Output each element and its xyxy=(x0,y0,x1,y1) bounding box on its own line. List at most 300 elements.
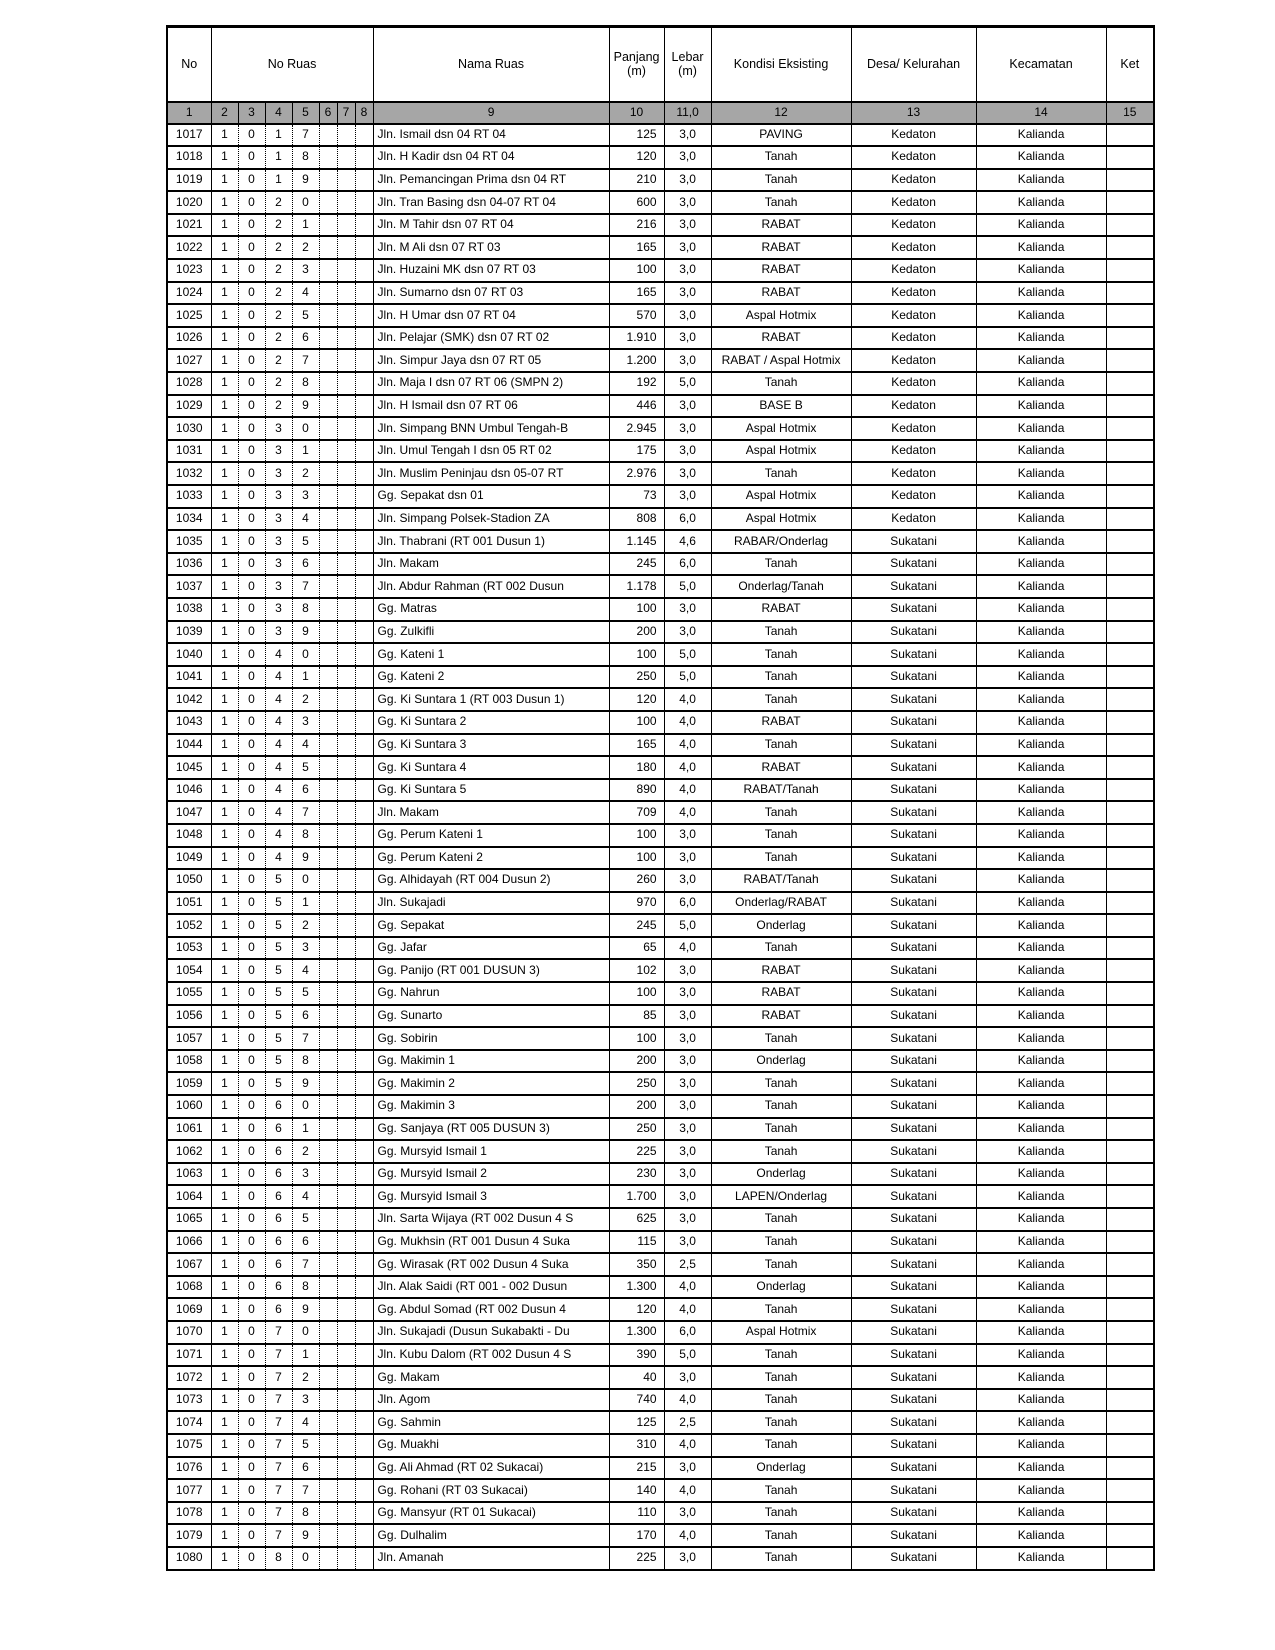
column-number-cell: 9 xyxy=(373,102,609,124)
cell-ruas-digit-4: 1 xyxy=(292,1344,319,1367)
cell-kondisi-eksisting: RABAT xyxy=(711,259,851,282)
cell-panjang: 120 xyxy=(609,146,664,169)
cell-no: 1033 xyxy=(167,485,211,508)
cell-lebar: 4,0 xyxy=(664,801,711,824)
cell-nama-ruas: Gg. Zulkifli xyxy=(373,621,609,644)
table-row xyxy=(167,553,1154,576)
cell-ruas-digit-6 xyxy=(337,214,355,237)
cell-desa-kelurahan: Kedaton xyxy=(851,485,976,508)
cell-nama-ruas: Jln. Ismail dsn 04 RT 04 xyxy=(373,124,609,147)
cell-ruas-digit-2: 0 xyxy=(238,666,265,689)
cell-ruas-digit-5 xyxy=(319,1163,337,1186)
cell-panjang: 100 xyxy=(609,1027,664,1050)
cell-ruas-digit-1: 1 xyxy=(211,169,238,192)
cell-ruas-digit-3: 7 xyxy=(265,1457,292,1480)
table-body xyxy=(167,124,1154,1570)
cell-ruas-digit-2: 0 xyxy=(238,1140,265,1163)
cell-ket xyxy=(1106,1457,1154,1480)
cell-nama-ruas: Jln. Agom xyxy=(373,1389,609,1412)
cell-nama-ruas: Jln. H Umar dsn 07 RT 04 xyxy=(373,304,609,327)
cell-ruas-digit-7 xyxy=(355,1140,373,1163)
cell-lebar: 3,0 xyxy=(664,1118,711,1141)
cell-kecamatan: Kalianda xyxy=(976,666,1106,689)
cell-ruas-digit-7 xyxy=(355,1547,373,1570)
cell-ruas-digit-7 xyxy=(355,485,373,508)
cell-no: 1022 xyxy=(167,236,211,259)
table-row xyxy=(167,598,1154,621)
cell-ruas-digit-1: 1 xyxy=(211,937,238,960)
cell-ruas-digit-3: 4 xyxy=(265,756,292,779)
cell-panjang: 73 xyxy=(609,485,664,508)
cell-desa-kelurahan: Sukatani xyxy=(851,575,976,598)
cell-lebar: 6,0 xyxy=(664,892,711,915)
cell-nama-ruas: Gg. Kateni 2 xyxy=(373,666,609,689)
cell-ruas-digit-6 xyxy=(337,1276,355,1299)
cell-ket xyxy=(1106,1231,1154,1254)
cell-kondisi-eksisting: RABAT xyxy=(711,711,851,734)
cell-kondisi-eksisting: Tanah xyxy=(711,643,851,666)
cell-ruas-digit-1: 1 xyxy=(211,711,238,734)
cell-ruas-digit-3: 2 xyxy=(265,395,292,418)
cell-lebar: 4,0 xyxy=(664,1524,711,1547)
cell-ruas-digit-1: 1 xyxy=(211,1185,238,1208)
cell-ruas-digit-4: 3 xyxy=(292,711,319,734)
cell-ruas-digit-1: 1 xyxy=(211,395,238,418)
cell-ruas-digit-5 xyxy=(319,1389,337,1412)
cell-nama-ruas: Gg. Perum Kateni 1 xyxy=(373,824,609,847)
cell-kecamatan: Kalianda xyxy=(976,1253,1106,1276)
cell-ruas-digit-4: 9 xyxy=(292,1298,319,1321)
cell-panjang: 100 xyxy=(609,598,664,621)
cell-ruas-digit-1: 1 xyxy=(211,1208,238,1231)
cell-no: 1034 xyxy=(167,508,211,531)
cell-kecamatan: Kalianda xyxy=(976,959,1106,982)
cell-kondisi-eksisting: RABAT xyxy=(711,327,851,350)
cell-ruas-digit-3: 5 xyxy=(265,892,292,915)
cell-kondisi-eksisting: Tanah xyxy=(711,801,851,824)
cell-ruas-digit-3: 3 xyxy=(265,530,292,553)
cell-no: 1045 xyxy=(167,756,211,779)
cell-no: 1078 xyxy=(167,1502,211,1525)
cell-ruas-digit-5 xyxy=(319,553,337,576)
cell-ruas-digit-5 xyxy=(319,1411,337,1434)
cell-kecamatan: Kalianda xyxy=(976,169,1106,192)
column-number-row xyxy=(167,102,1154,124)
table-row xyxy=(167,1344,1154,1367)
cell-ruas-digit-4: 2 xyxy=(292,1140,319,1163)
cell-no: 1052 xyxy=(167,914,211,937)
cell-kecamatan: Kalianda xyxy=(976,1208,1106,1231)
cell-nama-ruas: Gg. Alhidayah (RT 004 Dusun 2) xyxy=(373,869,609,892)
cell-lebar: 4,0 xyxy=(664,1389,711,1412)
cell-kondisi-eksisting: RABAT xyxy=(711,982,851,1005)
cell-panjang: 165 xyxy=(609,282,664,305)
cell-ruas-digit-7 xyxy=(355,621,373,644)
cell-ruas-digit-3: 5 xyxy=(265,937,292,960)
cell-desa-kelurahan: Sukatani xyxy=(851,1072,976,1095)
cell-ruas-digit-4: 4 xyxy=(292,959,319,982)
cell-panjang: 100 xyxy=(609,259,664,282)
table-row xyxy=(167,1208,1154,1231)
table-row xyxy=(167,530,1154,553)
cell-ruas-digit-2: 0 xyxy=(238,372,265,395)
cell-ruas-digit-5 xyxy=(319,937,337,960)
cell-nama-ruas: Gg. Nahrun xyxy=(373,982,609,1005)
cell-desa-kelurahan: Sukatani xyxy=(851,553,976,576)
table-row xyxy=(167,575,1154,598)
cell-lebar: 3,0 xyxy=(664,327,711,350)
cell-ruas-digit-3: 4 xyxy=(265,666,292,689)
cell-lebar: 3,0 xyxy=(664,417,711,440)
cell-ruas-digit-5 xyxy=(319,124,337,147)
cell-ruas-digit-6 xyxy=(337,892,355,915)
cell-ruas-digit-2: 0 xyxy=(238,1231,265,1254)
cell-ruas-digit-2: 0 xyxy=(238,1366,265,1389)
cell-ket xyxy=(1106,214,1154,237)
cell-panjang: 125 xyxy=(609,124,664,147)
cell-no: 1042 xyxy=(167,688,211,711)
cell-no: 1040 xyxy=(167,643,211,666)
cell-desa-kelurahan: Sukatani xyxy=(851,779,976,802)
cell-nama-ruas: Jln. Sarta Wijaya (RT 002 Dusun 4 S xyxy=(373,1208,609,1231)
cell-kecamatan: Kalianda xyxy=(976,643,1106,666)
cell-kecamatan: Kalianda xyxy=(976,1411,1106,1434)
cell-kecamatan: Kalianda xyxy=(976,440,1106,463)
cell-lebar: 3,0 xyxy=(664,1140,711,1163)
cell-kondisi-eksisting: Tanah xyxy=(711,1027,851,1050)
cell-ruas-digit-5 xyxy=(319,372,337,395)
cell-ruas-digit-6 xyxy=(337,372,355,395)
cell-kecamatan: Kalianda xyxy=(976,914,1106,937)
cell-ruas-digit-2: 0 xyxy=(238,327,265,350)
table-row xyxy=(167,417,1154,440)
cell-nama-ruas: Gg. Muakhi xyxy=(373,1434,609,1457)
cell-desa-kelurahan: Sukatani xyxy=(851,1298,976,1321)
header-no: No xyxy=(167,27,211,102)
cell-ruas-digit-2: 0 xyxy=(238,892,265,915)
cell-ruas-digit-7 xyxy=(355,1095,373,1118)
cell-ruas-digit-3: 4 xyxy=(265,779,292,802)
cell-no: 1058 xyxy=(167,1050,211,1073)
cell-ruas-digit-6 xyxy=(337,417,355,440)
cell-no: 1044 xyxy=(167,734,211,757)
cell-kondisi-eksisting: Tanah xyxy=(711,1389,851,1412)
cell-desa-kelurahan: Sukatani xyxy=(851,1253,976,1276)
cell-kecamatan: Kalianda xyxy=(976,1524,1106,1547)
cell-lebar: 5,0 xyxy=(664,643,711,666)
cell-nama-ruas: Gg. Panijo (RT 001 DUSUN 3) xyxy=(373,959,609,982)
cell-ruas-digit-4: 4 xyxy=(292,282,319,305)
cell-lebar: 4,6 xyxy=(664,530,711,553)
cell-ruas-digit-1: 1 xyxy=(211,1140,238,1163)
cell-no: 1068 xyxy=(167,1276,211,1299)
cell-ket xyxy=(1106,982,1154,1005)
cell-ruas-digit-2: 0 xyxy=(238,553,265,576)
cell-ruas-digit-7 xyxy=(355,711,373,734)
cell-ruas-digit-1: 1 xyxy=(211,1502,238,1525)
cell-ruas-digit-6 xyxy=(337,395,355,418)
cell-ruas-digit-7 xyxy=(355,417,373,440)
cell-nama-ruas: Gg. Makimin 1 xyxy=(373,1050,609,1073)
cell-panjang: 1.300 xyxy=(609,1321,664,1344)
cell-lebar: 5,0 xyxy=(664,1344,711,1367)
cell-nama-ruas: Gg. Sepakat xyxy=(373,914,609,937)
cell-desa-kelurahan: Sukatani xyxy=(851,1389,976,1412)
cell-ruas-digit-4: 5 xyxy=(292,530,319,553)
cell-lebar: 5,0 xyxy=(664,575,711,598)
cell-lebar: 3,0 xyxy=(664,146,711,169)
cell-no: 1028 xyxy=(167,372,211,395)
cell-panjang: 230 xyxy=(609,1163,664,1186)
cell-no: 1056 xyxy=(167,1005,211,1028)
cell-ruas-digit-7 xyxy=(355,462,373,485)
cell-kecamatan: Kalianda xyxy=(976,982,1106,1005)
cell-ruas-digit-3: 6 xyxy=(265,1253,292,1276)
cell-desa-kelurahan: Kedaton xyxy=(851,169,976,192)
table-row xyxy=(167,282,1154,305)
cell-kecamatan: Kalianda xyxy=(976,1479,1106,1502)
cell-ruas-digit-5 xyxy=(319,1524,337,1547)
cell-ruas-digit-5 xyxy=(319,892,337,915)
cell-ket xyxy=(1106,304,1154,327)
cell-ruas-digit-2: 0 xyxy=(238,643,265,666)
cell-ruas-digit-6 xyxy=(337,304,355,327)
cell-lebar: 3,0 xyxy=(664,1208,711,1231)
cell-panjang: 210 xyxy=(609,169,664,192)
cell-ruas-digit-3: 4 xyxy=(265,734,292,757)
cell-ket xyxy=(1106,666,1154,689)
cell-ruas-digit-6 xyxy=(337,553,355,576)
cell-ruas-digit-1: 1 xyxy=(211,1163,238,1186)
cell-ruas-digit-5 xyxy=(319,1027,337,1050)
cell-ruas-digit-5 xyxy=(319,1344,337,1367)
cell-ruas-digit-6 xyxy=(337,1524,355,1547)
table-row xyxy=(167,372,1154,395)
cell-ruas-digit-6 xyxy=(337,146,355,169)
cell-kondisi-eksisting: RABAT/Tanah xyxy=(711,779,851,802)
cell-ket xyxy=(1106,462,1154,485)
cell-kecamatan: Kalianda xyxy=(976,259,1106,282)
cell-panjang: 890 xyxy=(609,779,664,802)
cell-ruas-digit-4: 9 xyxy=(292,1072,319,1095)
cell-ruas-digit-3: 7 xyxy=(265,1389,292,1412)
cell-panjang: 625 xyxy=(609,1208,664,1231)
cell-ket xyxy=(1106,847,1154,870)
cell-ruas-digit-5 xyxy=(319,1276,337,1299)
cell-panjang: 140 xyxy=(609,1479,664,1502)
cell-ruas-digit-6 xyxy=(337,1434,355,1457)
cell-ruas-digit-6 xyxy=(337,1208,355,1231)
cell-ruas-digit-4: 0 xyxy=(292,191,319,214)
cell-ruas-digit-7 xyxy=(355,824,373,847)
cell-ruas-digit-6 xyxy=(337,1479,355,1502)
cell-ruas-digit-4: 0 xyxy=(292,1095,319,1118)
cell-kecamatan: Kalianda xyxy=(976,1095,1106,1118)
cell-lebar: 5,0 xyxy=(664,666,711,689)
cell-ruas-digit-7 xyxy=(355,282,373,305)
cell-ruas-digit-2: 0 xyxy=(238,508,265,531)
cell-ket xyxy=(1106,914,1154,937)
cell-ruas-digit-3: 3 xyxy=(265,485,292,508)
cell-kondisi-eksisting: Tanah xyxy=(711,824,851,847)
cell-lebar: 4,0 xyxy=(664,779,711,802)
cell-ruas-digit-7 xyxy=(355,530,373,553)
cell-nama-ruas: Gg. Sepakat dsn 01 xyxy=(373,485,609,508)
cell-ruas-digit-4: 8 xyxy=(292,824,319,847)
table-row xyxy=(167,1547,1154,1570)
cell-ruas-digit-3: 6 xyxy=(265,1095,292,1118)
cell-nama-ruas: Gg. Wirasak (RT 002 Dusun 4 Suka xyxy=(373,1253,609,1276)
cell-kondisi-eksisting: RABAT/Tanah xyxy=(711,869,851,892)
cell-kondisi-eksisting: Tanah xyxy=(711,1524,851,1547)
cell-no: 1031 xyxy=(167,440,211,463)
cell-lebar: 3,0 xyxy=(664,1547,711,1570)
cell-ruas-digit-7 xyxy=(355,440,373,463)
table-row xyxy=(167,1118,1154,1141)
cell-ruas-digit-1: 1 xyxy=(211,734,238,757)
cell-lebar: 3,0 xyxy=(664,124,711,147)
cell-panjang: 200 xyxy=(609,1095,664,1118)
cell-ruas-digit-5 xyxy=(319,575,337,598)
table-row xyxy=(167,621,1154,644)
column-number-cell: 8 xyxy=(355,102,373,124)
cell-ruas-digit-2: 0 xyxy=(238,304,265,327)
cell-ruas-digit-1: 1 xyxy=(211,1321,238,1344)
cell-ruas-digit-6 xyxy=(337,1411,355,1434)
cell-panjang: 85 xyxy=(609,1005,664,1028)
cell-ruas-digit-4: 5 xyxy=(292,756,319,779)
cell-ruas-digit-4: 6 xyxy=(292,1231,319,1254)
cell-ruas-digit-5 xyxy=(319,959,337,982)
cell-panjang: 1.200 xyxy=(609,349,664,372)
cell-desa-kelurahan: Sukatani xyxy=(851,937,976,960)
cell-ket xyxy=(1106,191,1154,214)
cell-ruas-digit-7 xyxy=(355,395,373,418)
cell-ruas-digit-1: 1 xyxy=(211,801,238,824)
cell-no: 1070 xyxy=(167,1321,211,1344)
cell-ruas-digit-2: 0 xyxy=(238,214,265,237)
cell-nama-ruas: Jln. Tran Basing dsn 04-07 RT 04 xyxy=(373,191,609,214)
cell-lebar: 4,0 xyxy=(664,1479,711,1502)
cell-lebar: 3,0 xyxy=(664,1231,711,1254)
cell-desa-kelurahan: Kedaton xyxy=(851,259,976,282)
cell-ruas-digit-3: 8 xyxy=(265,1547,292,1570)
cell-kecamatan: Kalianda xyxy=(976,553,1106,576)
cell-ruas-digit-1: 1 xyxy=(211,304,238,327)
cell-ruas-digit-4: 1 xyxy=(292,214,319,237)
cell-panjang: 100 xyxy=(609,982,664,1005)
table-row xyxy=(167,892,1154,915)
cell-kecamatan: Kalianda xyxy=(976,1321,1106,1344)
cell-nama-ruas: Jln. Pemancingan Prima dsn 04 RT xyxy=(373,169,609,192)
cell-no: 1030 xyxy=(167,417,211,440)
cell-nama-ruas: Jln. H Ismail dsn 07 RT 06 xyxy=(373,395,609,418)
cell-ruas-digit-5 xyxy=(319,508,337,531)
cell-ruas-digit-3: 6 xyxy=(265,1231,292,1254)
cell-ruas-digit-7 xyxy=(355,1434,373,1457)
cell-panjang: 65 xyxy=(609,937,664,960)
cell-ket xyxy=(1106,1389,1154,1412)
cell-kecamatan: Kalianda xyxy=(976,485,1106,508)
cell-desa-kelurahan: Sukatani xyxy=(851,1276,976,1299)
cell-kecamatan: Kalianda xyxy=(976,937,1106,960)
cell-lebar: 4,0 xyxy=(664,688,711,711)
cell-lebar: 3,0 xyxy=(664,1366,711,1389)
cell-ruas-digit-7 xyxy=(355,1118,373,1141)
cell-panjang: 100 xyxy=(609,824,664,847)
cell-nama-ruas: Jln. Simpang Polsek-Stadion ZA xyxy=(373,508,609,531)
table-row xyxy=(167,1163,1154,1186)
cell-ruas-digit-3: 2 xyxy=(265,236,292,259)
cell-ruas-digit-7 xyxy=(355,146,373,169)
cell-kondisi-eksisting: Onderlag xyxy=(711,1163,851,1186)
cell-ruas-digit-2: 0 xyxy=(238,236,265,259)
table-row xyxy=(167,395,1154,418)
cell-ruas-digit-6 xyxy=(337,1027,355,1050)
cell-panjang: 310 xyxy=(609,1434,664,1457)
cell-ruas-digit-2: 0 xyxy=(238,1479,265,1502)
cell-ruas-digit-6 xyxy=(337,236,355,259)
cell-nama-ruas: Gg. Ki Suntara 5 xyxy=(373,779,609,802)
cell-lebar: 4,0 xyxy=(664,937,711,960)
cell-nama-ruas: Gg. Mursyid Ismail 3 xyxy=(373,1185,609,1208)
cell-ruas-digit-2: 0 xyxy=(238,259,265,282)
cell-no: 1039 xyxy=(167,621,211,644)
cell-panjang: 165 xyxy=(609,734,664,757)
column-number-cell: 4 xyxy=(265,102,292,124)
cell-ruas-digit-6 xyxy=(337,169,355,192)
cell-no: 1021 xyxy=(167,214,211,237)
cell-ruas-digit-6 xyxy=(337,688,355,711)
cell-ruas-digit-3: 7 xyxy=(265,1502,292,1525)
cell-kondisi-eksisting: Tanah xyxy=(711,1253,851,1276)
cell-desa-kelurahan: Sukatani xyxy=(851,1140,976,1163)
cell-panjang: 1.700 xyxy=(609,1185,664,1208)
cell-ruas-digit-4: 8 xyxy=(292,1502,319,1525)
cell-desa-kelurahan: Sukatani xyxy=(851,1524,976,1547)
cell-ruas-digit-4: 8 xyxy=(292,1276,319,1299)
cell-ruas-digit-7 xyxy=(355,1389,373,1412)
cell-no: 1067 xyxy=(167,1253,211,1276)
column-number-cell: 11,0 xyxy=(664,102,711,124)
cell-ruas-digit-1: 1 xyxy=(211,914,238,937)
cell-no: 1077 xyxy=(167,1479,211,1502)
cell-kecamatan: Kalianda xyxy=(976,214,1106,237)
table-row xyxy=(167,169,1154,192)
cell-kecamatan: Kalianda xyxy=(976,1434,1106,1457)
cell-no: 1036 xyxy=(167,553,211,576)
cell-no: 1060 xyxy=(167,1095,211,1118)
column-number-cell: 13 xyxy=(851,102,976,124)
cell-kecamatan: Kalianda xyxy=(976,1547,1106,1570)
cell-ruas-digit-6 xyxy=(337,1231,355,1254)
cell-kecamatan: Kalianda xyxy=(976,756,1106,779)
cell-panjang: 192 xyxy=(609,372,664,395)
cell-ruas-digit-4: 7 xyxy=(292,124,319,147)
cell-ruas-digit-4: 2 xyxy=(292,914,319,937)
cell-desa-kelurahan: Kedaton xyxy=(851,462,976,485)
cell-nama-ruas: Gg. Ki Suntara 3 xyxy=(373,734,609,757)
cell-lebar: 4,0 xyxy=(664,1298,711,1321)
cell-ruas-digit-1: 1 xyxy=(211,1027,238,1050)
cell-ruas-digit-2: 0 xyxy=(238,598,265,621)
cell-desa-kelurahan: Sukatani xyxy=(851,914,976,937)
cell-no: 1018 xyxy=(167,146,211,169)
cell-lebar: 4,0 xyxy=(664,711,711,734)
cell-no: 1071 xyxy=(167,1344,211,1367)
cell-ruas-digit-6 xyxy=(337,259,355,282)
cell-ruas-digit-6 xyxy=(337,530,355,553)
